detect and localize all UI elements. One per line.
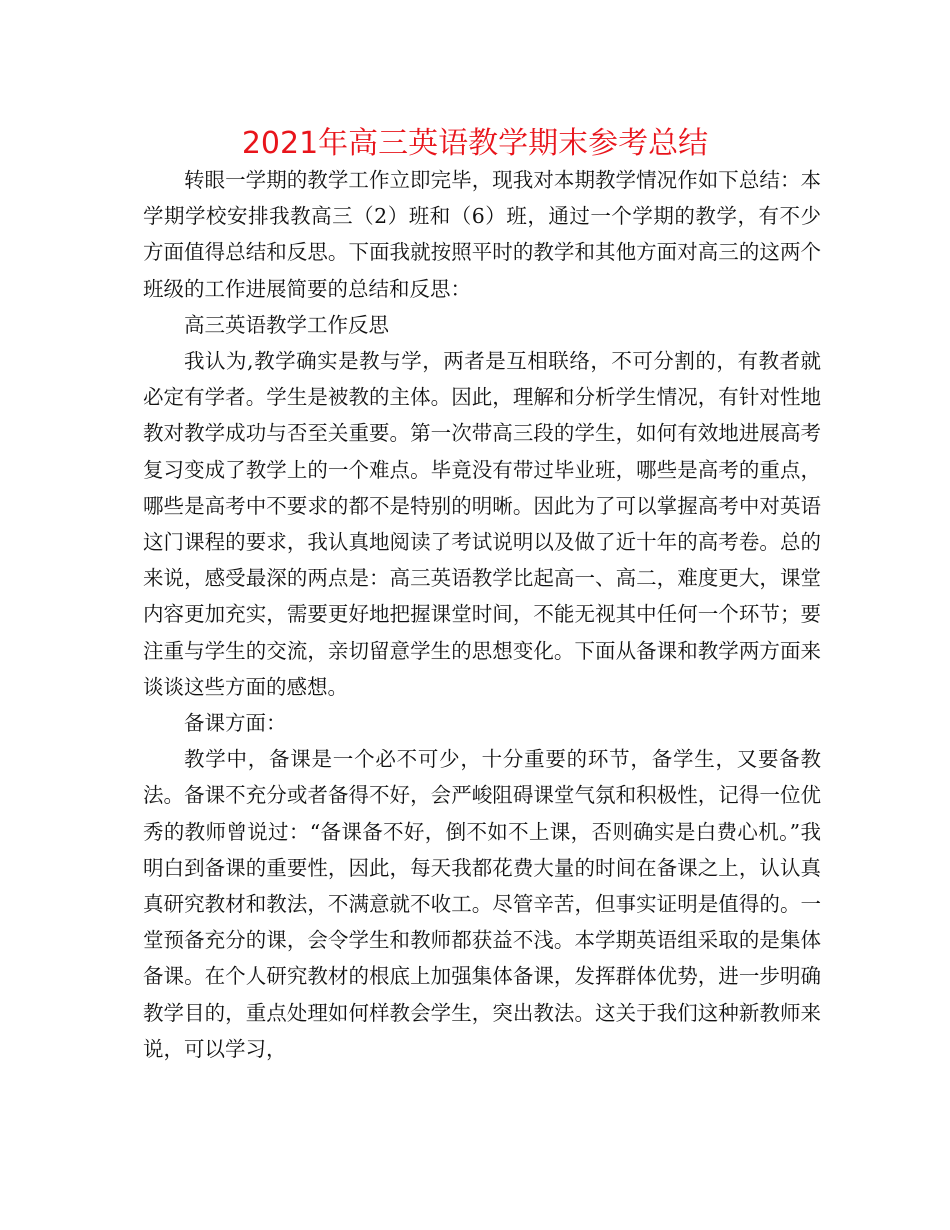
paragraph-reflection: 我认为,教学确实是教与学，两者是互相联络，不可分割的，有教者就必定有学者。学生是被教的主体。因此，理解和分析学生情况，有针对性地教对教学成功与否至关重要。第一次带高三段的学生，如何有效地进展高考复习变成了教学上的一个难点。毕竟没有带过毕业班，哪些是高考的重点，哪些是高考中不要求的都不是特别的明晰。因此为了可以掌握高考中对英语这门课程的要求，我认真地阅读了考试说明以及做了近十年的高考卷。总的来说，感受最深的两点是：高三英语教学比起高一、高二，难度更大，课堂内容更加充实，需要更好地把握课堂时间，不能无视其中任何一个环节；要注重与学生的交流，亲切留意学生的思想变化。下面从备课和教学两方面来谈谈这些方面的感想。	[143, 349, 821, 699]
paragraph-lesson-prep: 教学中，备课是一个必不可少，十分重要的环节，备学生，又要备教法。备课不充分或者备得不好，会严峻阻碍课堂气氛和积极性，记得一位优秀的教师曾说过：“备课备不好，倒不如不上课，否则确实是白费心机。”我明白到备课的重要性，因此，每天我都花费大量的时间在备课之上，认认真真研究教材和教法，不满意就不收工。尽管辛苦，但事实证明是值得的。一堂预备充分的课，会令学生和教师都获益不浅。本学期英语组采取的是集体备课。在个人研究教材的根底上加强集体备课，发挥群体优势，进一步明确教学目的，重点处理如何样教会学生，突出教法。这关于我们这种新教师来说，可以学习，	[143, 747, 821, 1061]
section-heading-lesson-prep: 备课方面：	[184, 711, 287, 736]
document-body	[143, 162, 821, 1067]
section-heading-reflection: 高三英语教学工作反思	[184, 312, 389, 337]
document-title: 2021年高三英语教学期末参考总结	[241, 126, 709, 161]
paragraph-intro: 转眼一学期的教学工作立即完毕，现我对本期教学情况作如下总结：本学期学校安排我教高三（2）班和（6）班，通过一个学期的教学，有不少方面值得总结和反思。下面我就按照平时的教学和其他方面对高三的这两个班级的工作进展简要的总结和反思：	[143, 168, 821, 301]
